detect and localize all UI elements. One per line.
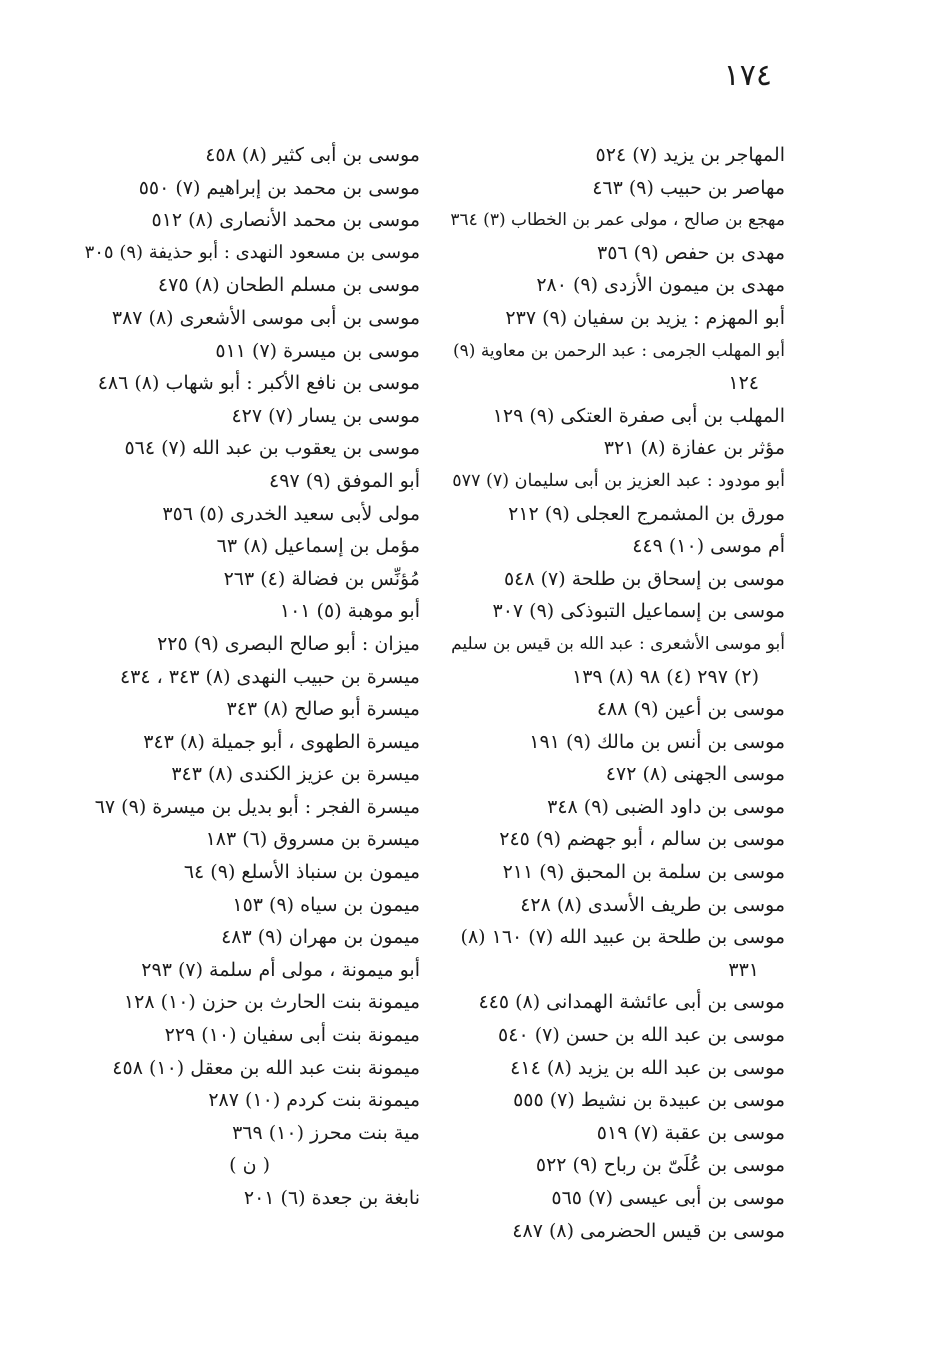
index-entry: موسى بن أنس بن مالك (٩) ١٩١	[529, 730, 785, 753]
index-entry: ميسرة أبو صالح (٨) ٣٤٣	[226, 698, 420, 721]
index-entry: ميمونة بنت أبى سفيان (١٠) ٢٢٩	[164, 1024, 420, 1047]
section-heading: ( ن )	[229, 1154, 270, 1177]
index-entry: موسى بن عبيدة بن نشيط (٧) ٥٥٥	[513, 1089, 785, 1112]
index-entry: موسى بن عبد الله بن يزيد (٨) ٤١٤	[510, 1056, 785, 1079]
index-entry: موسى بن أبى كثير (٨) ٤٥٨	[205, 144, 420, 166]
index-entry: ميمون بن سنباذ الأسلع (٩) ٦٤	[183, 861, 420, 884]
index-entry: مهدى بن حفص (٩) ٣٥٦	[597, 241, 785, 264]
index-entry: مهجع بن صالح ، مولى عمر بن الخطاب (٣) ٣٦٤	[450, 210, 785, 231]
index-entry: مهاصر بن حبيب (٩) ٤٦٣	[592, 176, 785, 199]
index-entry: أبو ميمونة ، مولى أم سلمة (٧) ٢٩٣	[141, 958, 420, 981]
index-entry: ميسرة بن مسروق (٦) ١٨٣	[205, 828, 420, 851]
index-entry: مؤثر بن عفازة (٨) ٣٢١	[603, 437, 785, 460]
index-entry: موسى بن طريف الأسدى (٨) ٤٢٨	[520, 893, 785, 916]
index-entry: المهاجر بن يزيد (٧) ٥٢٤	[595, 144, 785, 166]
index-entry: مورق بن المشمرج العجلى (٩) ٢١٢	[508, 502, 785, 525]
page-number: ١٧٤	[723, 58, 772, 93]
index-entry: ميمون بن مهران (٩) ٤٨٣	[221, 926, 420, 949]
index-entry: أبو مودود : عبد العزيز بن أبى سليمان (٧) ٥٧٧	[452, 470, 785, 491]
index-entry: موسى الجهنى (٨) ٤٧٢	[605, 763, 785, 786]
index-entry: ميمونة بنت الحارث بن حزن (١٠) ١٢٨	[123, 991, 420, 1014]
index-entry: (٢) ٢٩٧ (٤) ٩٨ (٨) ١٣٩	[571, 665, 759, 688]
index-entry: موسى بن إسحاق بن طلحة (٧) ٥٤٨	[503, 567, 785, 590]
index-entry: موسى بن إسماعيل التبوذكى (٩) ٣٠٧	[492, 600, 785, 623]
index-entry: موسى بن أبى موسى الأشعرى (٨) ٣٨٧	[111, 306, 420, 329]
index-entry: موسى بن سالم ، أبو جهضم (٩) ٢٤٥	[499, 828, 785, 851]
index-entry: ميسرة بن حبيب النهدى (٨) ٣٤٣ ، ٤٣٤	[119, 665, 420, 688]
index-entry: مولى لأبى سعيد الخدرى (٥) ٣٥٦	[162, 502, 420, 525]
index-entry: موسى بن ميسرة (٧) ٥١١	[215, 339, 420, 362]
index-column-left	[80, 139, 420, 1215]
index-entry: موسى بن قيس الحضرمى (٨) ٤٨٧	[512, 1219, 785, 1242]
index-entry: ميسرة الفجر : أبو بديل بن ميسرة (٩) ٦٧	[94, 795, 420, 818]
index-entry: ميمونة بنت عبد الله بن معقل (١٠) ٤٥٨	[112, 1056, 420, 1079]
index-entry: موسى بن عُلَىّ بن رباح (٩) ٥٢٢	[535, 1154, 785, 1177]
index-entry: موسى بن أعين (٩) ٤٨٨	[596, 698, 785, 721]
index-entry: نابغة بن جعدة (٦) ٢٠١	[243, 1187, 420, 1209]
index-entry: مية بنت محرز (١٠) ٣٦٩	[232, 1121, 420, 1144]
index-entry: موسى بن محمد الأنصارى (٨) ٥١٢	[151, 209, 420, 232]
index-entry: أبو المهلب الجرمى : عبد الرحمن بن معاوية (٩)	[453, 340, 785, 361]
index-entry: المهلب بن أبى صفرة العتكى (٩) ١٢٩	[492, 404, 785, 427]
index-entry: ميسرة بن عزيز الكندى (٨) ٣٤٣	[171, 763, 420, 786]
index-entry: موسى بن سلمة بن المحبق (٩) ٢١١	[502, 861, 785, 884]
index-entry: مؤمل بن إسماعيل (٨) ٦٣	[216, 535, 420, 558]
index-entry: موسى بن داود الضبى (٩) ٣٤٨	[547, 795, 785, 818]
index-entry: ١٢٤	[728, 372, 759, 395]
index-entry: ميمونة بنت كردم (١٠) ٢٨٧	[208, 1089, 420, 1112]
index-entry: مهدى بن ميمون الأزدى (٩) ٢٨٠	[536, 274, 785, 297]
index-entry: ميسرة الطهوى ، أبو جميلة (٨) ٣٤٣	[143, 730, 420, 753]
index-entry: موسى بن يسار (٧) ٤٢٧	[231, 404, 420, 427]
index-entry: أبو الموفق (٩) ٤٩٧	[269, 469, 420, 492]
index-entry: ٣٣١	[728, 958, 759, 981]
index-entry: أم موسى (١٠) ٤٤٩	[632, 535, 785, 558]
index-entry: موسى بن عبد الله بن حسن (٧) ٥٤٠	[498, 1024, 785, 1047]
index-entry: أبو موسى الأشعرى : عبد الله بن قيس بن سليم	[451, 633, 785, 654]
index-entry: أبو موهبة (٥) ١٠١	[279, 600, 420, 623]
index-entry: ميزان : أبو صالح البصرى (٩) ٢٢٥	[157, 632, 420, 655]
index-entry: موسى بن نافع الأكبر : أبو شهاب (٨) ٤٨٦	[97, 372, 420, 395]
index-entry: موسى بن محمد بن إبراهيم (٧) ٥٥٠	[138, 176, 420, 199]
index-entry: أبو المهزم : يزيد بن سفيان (٩) ٢٣٧	[505, 306, 785, 329]
index-column-right	[445, 139, 785, 1247]
index-entry: مُؤنِّس بن فضالة (٤) ٢٦٣	[223, 567, 420, 590]
index-entry: موسى بن أبى عيسى (٧) ٥٦٥	[551, 1187, 785, 1209]
index-entry: ميمون بن سياه (٩) ١٥٣	[232, 893, 420, 916]
index-entry: موسى بن طلحة بن عبيد الله (٧) ١٦٠ (٨)	[460, 926, 785, 949]
index-entry: موسى بن يعقوب بن عبد الله (٧) ٥٦٤	[124, 437, 420, 460]
index-entry: موسى بن عقبة (٧) ٥١٩	[596, 1121, 785, 1144]
index-entry: موسى بن مسلم الطحان (٨) ٤٧٥	[157, 274, 420, 297]
index-entry: موسى بن أبى عائشة الهمدانى (٨) ٤٤٥	[478, 991, 785, 1014]
index-entry: موسى بن مسعود النهدى : أبو حذيفة (٩) ٣٠٥	[84, 241, 420, 263]
